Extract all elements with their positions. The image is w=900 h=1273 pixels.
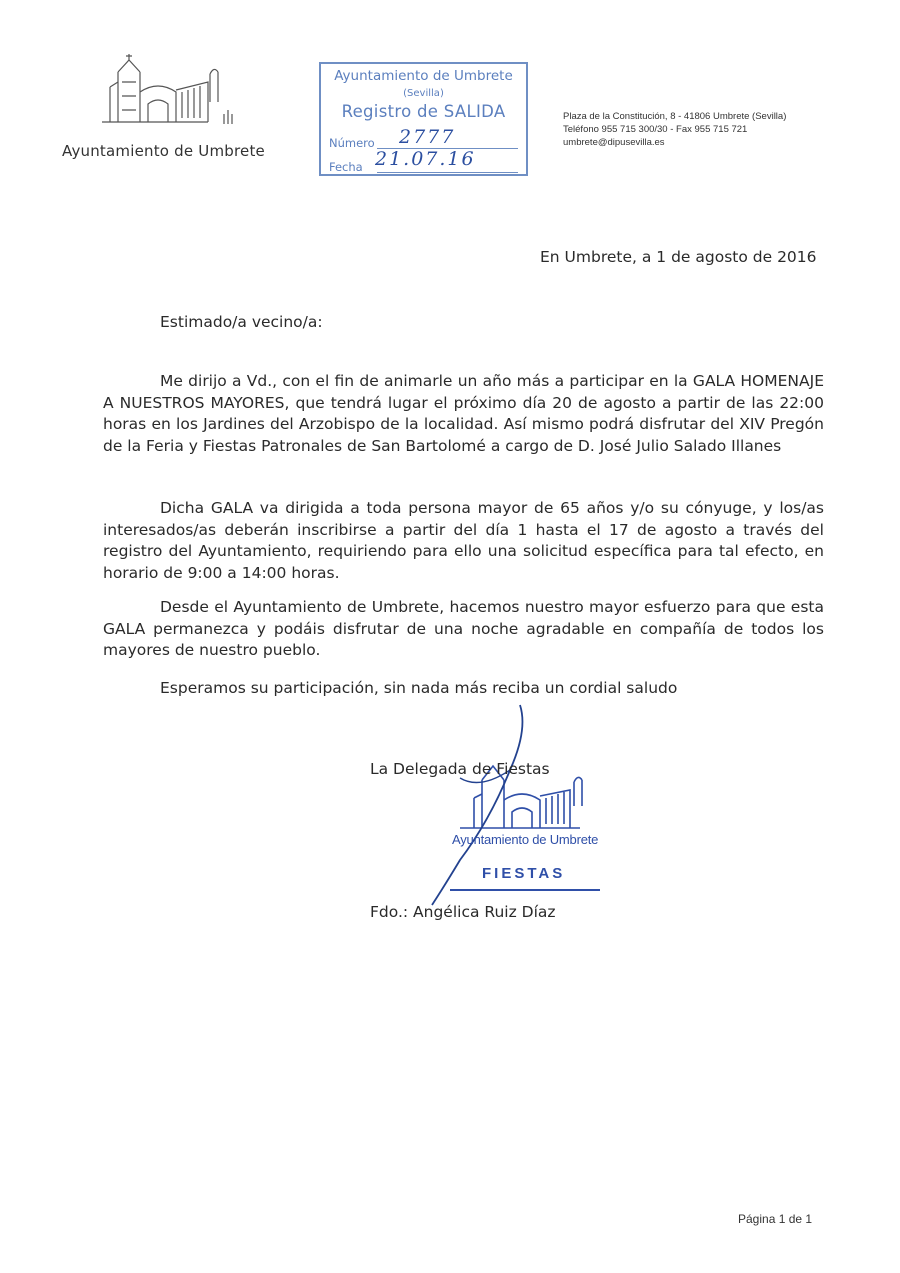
stamp-date-row [329,148,518,174]
town-hall-logo [88,52,238,132]
stamp-number-value: 2777 [399,126,456,148]
address-block [563,110,786,149]
page-number: Página 1 de 1 [738,1212,813,1226]
email-line: umbrete@dipusevilla.es [563,137,665,148]
address-line: Plaza de la Constitución, 8 - 41806 Umbrete (Sevilla) [563,111,787,122]
fiestas-stamp-org: Ayuntamiento de Umbrete [452,832,599,847]
logo-caption: Ayuntamiento de Umbrete [62,142,265,160]
signatory-name: Fdo.: Angélica Ruiz Díaz [370,903,556,921]
stamp-title: Ayuntamiento de Umbrete [334,68,513,84]
stamp-date-line [377,172,518,173]
phone-line: Teléfono 955 715 300/30 - Fax 955 715 721 [563,124,748,135]
paragraph: Dicha GALA va dirigida a toda persona mayor de 65 años y/o su cónyuge, y los/as interesados/as deberán inscribirse a partir del día 1 hasta el 17 de agosto a través del registro del Ayuntamiento, requiriendo para ello una solicitud específica para tal efecto, en horario de 9:00 a 14:00 horas. [103,499,824,582]
stamp-date-value: 21.07.16 [375,148,476,170]
fiestas-stamp-dept: FIESTAS [482,865,566,882]
registry-stamp [319,62,528,176]
paragraph: Desde el Ayuntamiento de Umbrete, hacemos nuestro mayor esfuerzo para que esta GALA permanezca y podáis disfrutar de una noche agradable en compañía de todos los mayores de nuestro pueblo. [103,598,824,659]
fiestas-stamp [420,700,620,910]
closing-line: Esperamos su participación, sin nada más reciba un cordial saludo [160,679,678,697]
paragraph: Me dirijo a Vd., con el fin de animarle un año más a participar en la GALA HOMENAJE A NUESTROS MAYORES, que tendrá lugar el próximo día 20 de agosto a partir de las 22:00 horas en los Jardines del Arzobispo de la localidad. Así mismo podrá disfrutar del XIV Pregón de la Feria y Fiestas Patronales de San Bartolomé a cargo de D. José Julio Salado Illanes [103,372,824,455]
signatory-role: La Delegada de Fiestas [370,760,550,778]
stamp-register: Registro de SALIDA [341,102,506,121]
greeting: Estimado/a vecino/a: [160,313,323,331]
stamp-number-label: Número [329,136,375,150]
stamp-date-label: Fecha [329,160,363,174]
stamp-subtitle: (Sevilla) [403,88,444,99]
date-line: En Umbrete, a 1 de agosto de 2016 [540,248,817,266]
